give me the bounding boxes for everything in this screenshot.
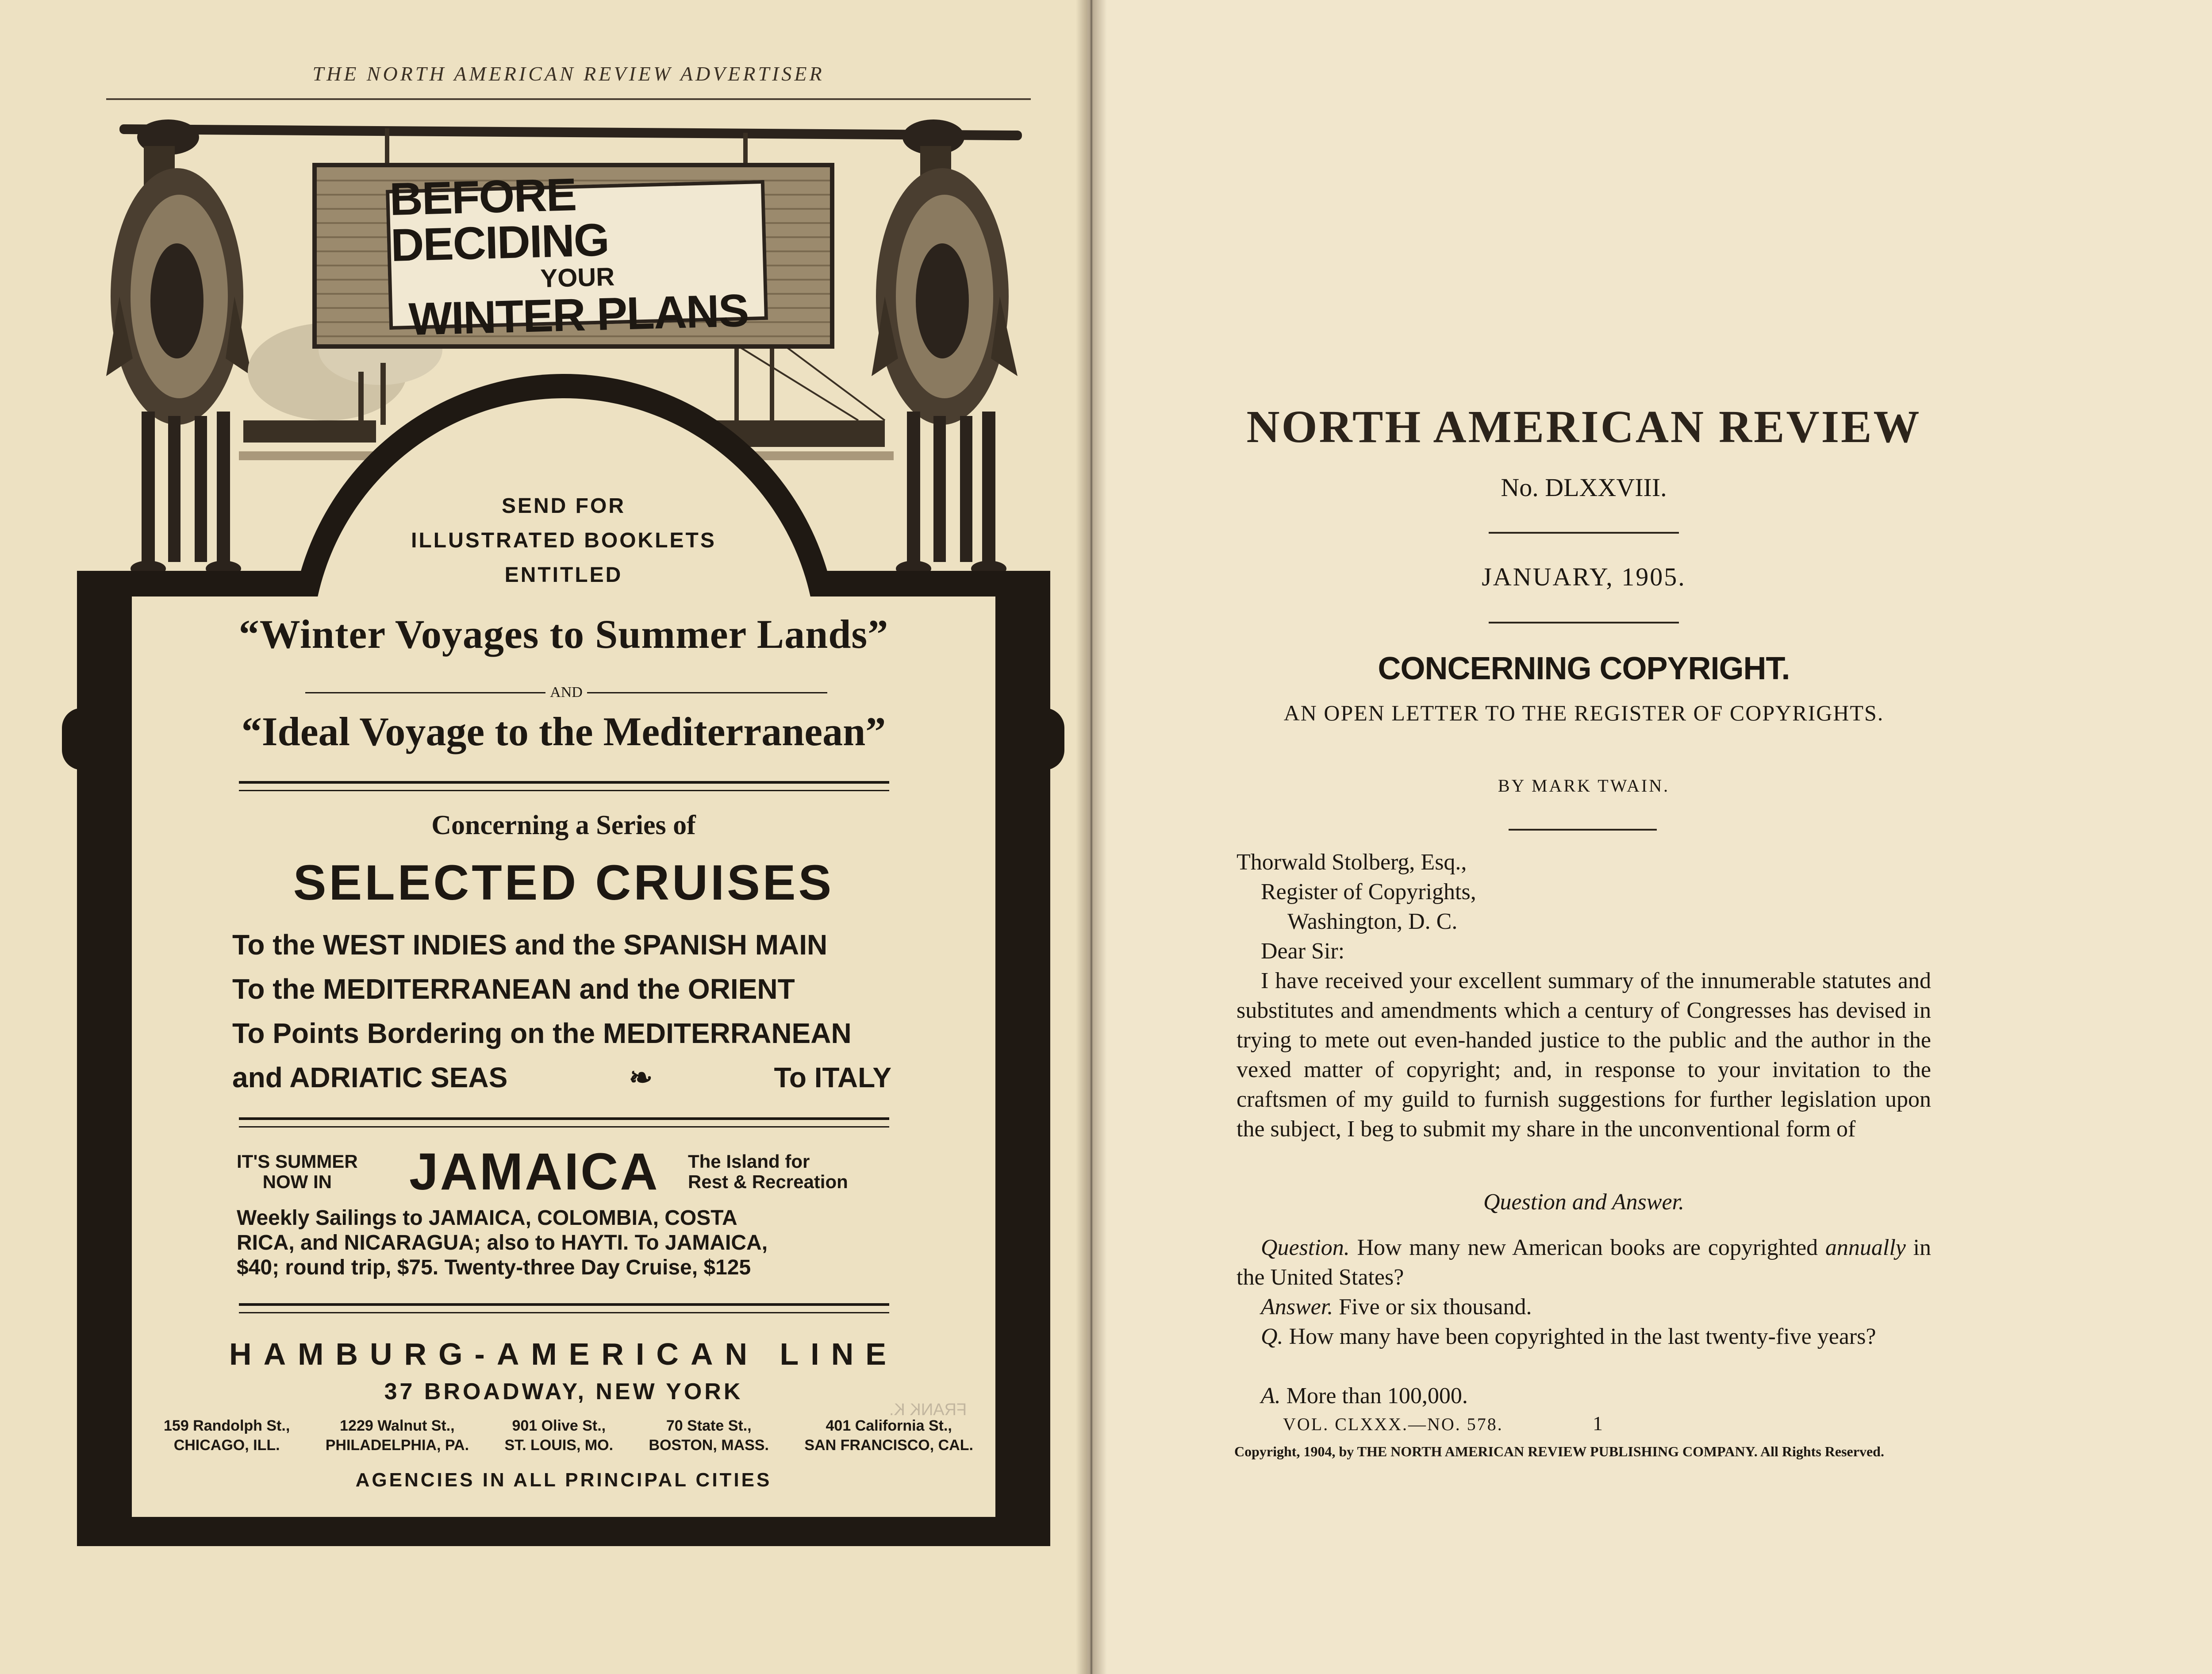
sailings-line: Weekly Sailings to JAMAICA, COLOMBIA, COSTA xyxy=(237,1206,737,1230)
sign-line-1: BEFORE DECIDING xyxy=(389,169,610,272)
recipient-name: Thorwald Stolberg, Esq., xyxy=(1237,850,1467,875)
qa-heading: Question and Answer. xyxy=(1483,1189,1685,1215)
office-street: 70 State St., xyxy=(666,1417,752,1434)
double-rule xyxy=(239,1303,889,1313)
office-entry xyxy=(326,1416,469,1455)
destinations-list xyxy=(232,923,891,1100)
summer-line: IT'S SUMMER xyxy=(237,1151,358,1172)
send-for-line: SEND FOR xyxy=(501,494,626,518)
selected-cruises-heading: SELECTED CRUISES xyxy=(293,855,834,910)
book-gutter xyxy=(1076,0,1107,1674)
letter-salutation xyxy=(1237,847,1931,966)
sign-line-2: YOUR xyxy=(540,262,615,293)
title-rule xyxy=(1489,532,1679,534)
island-line: The Island for xyxy=(688,1151,810,1172)
volume-footer: VOL. CLXXX.—NO. 578. xyxy=(1283,1414,1503,1434)
answer-label: A. xyxy=(1261,1383,1281,1408)
issue-number: No. DLXXVIII. xyxy=(1501,473,1667,502)
office-city: CHICAGO, ILL. xyxy=(173,1437,280,1454)
office-street: 159 Randolph St., xyxy=(164,1417,290,1434)
library-stamp: FRANK K. xyxy=(889,1401,967,1419)
jamaica-heading: JAMAICA xyxy=(409,1143,660,1201)
copyright-notice: Copyright, 1904, by THE NORTH AMERICAN REVIEW PUBLISHING COMPANY. All Rights Reserved. xyxy=(1234,1443,1884,1459)
issue-date: JANUARY, 1905. xyxy=(1482,562,1686,591)
destination-line: To the WEST INDIES and the SPANISH MAIN xyxy=(232,929,828,961)
question-text: How many have been copyrighted in the last twenty-five years? xyxy=(1289,1324,1876,1349)
answer-text: Five or six thousand. xyxy=(1339,1294,1532,1320)
frame-scroll-left xyxy=(62,708,102,770)
island-line: Rest & Recreation xyxy=(688,1171,848,1192)
concerning-line: Concerning a Series of xyxy=(431,810,696,840)
office-street: 401 California St., xyxy=(826,1417,952,1434)
question-emphasis: annually xyxy=(1825,1235,1906,1260)
article-subtitle: AN OPEN LETTER TO THE REGISTER OF COPYRIGHTS. xyxy=(1283,700,1884,725)
send-for-block xyxy=(132,489,995,593)
recipient-city: Washington, D. C. xyxy=(1287,909,1458,934)
divider-line xyxy=(305,692,545,693)
summer-now-in xyxy=(237,1151,358,1192)
question-text-end: in the United States? xyxy=(1237,1235,1932,1290)
booklet-title-2: “Ideal Voyage to the Mediterranean” xyxy=(241,709,886,754)
recipient-title: Register of Copyrights, xyxy=(1261,879,1476,904)
left-page-advertisement xyxy=(0,0,1087,1674)
answer-1 xyxy=(1237,1292,1955,1322)
destination-line: To Points Bordering on the MEDITERRANEAN xyxy=(232,1017,852,1049)
date-rule xyxy=(1489,622,1679,623)
page-number: 1 xyxy=(1593,1412,1603,1435)
destination-italy: To ITALY xyxy=(774,1062,891,1093)
sailings-text xyxy=(237,1206,887,1280)
article-byline: BY MARK TWAIN. xyxy=(1498,776,1670,796)
office-city: SAN FRANCISCO, CAL. xyxy=(804,1437,973,1454)
destination-adriatic: and ADRIATIC SEAS xyxy=(232,1062,508,1093)
article-title: CONCERNING COPYRIGHT. xyxy=(1378,651,1790,686)
office-street: 1229 Walnut St., xyxy=(340,1417,455,1434)
office-entry xyxy=(504,1416,613,1455)
office-entry xyxy=(804,1416,973,1455)
agencies-line: AGENCIES IN ALL PRINCIPAL CITIES xyxy=(355,1469,772,1491)
sign-board xyxy=(386,169,768,345)
running-head: THE NORTH AMERICAN REVIEW ADVERTISER xyxy=(312,62,825,85)
double-rule xyxy=(239,1117,889,1128)
office-entry xyxy=(164,1416,290,1455)
question-2 xyxy=(1237,1322,1931,1351)
byline-rule xyxy=(1509,829,1657,831)
and-divider xyxy=(305,684,827,701)
destination-line-last xyxy=(232,1055,891,1100)
question-1 xyxy=(1237,1233,1931,1292)
office-entry xyxy=(649,1416,769,1455)
sailings-line: $40; round trip, $75. Twenty-three Day Cruise, $125 xyxy=(237,1256,751,1279)
office-city: BOSTON, MASS. xyxy=(649,1437,769,1454)
office-street: 901 Olive St., xyxy=(512,1417,606,1434)
double-rule xyxy=(239,781,889,791)
and-word: AND xyxy=(550,684,583,700)
send-for-line: ILLUSTRATED BOOKLETS xyxy=(411,529,716,552)
ornament-icon: ❧ xyxy=(629,1062,653,1093)
header-rule xyxy=(106,98,1031,100)
question-text: How many new American books are copyrighted xyxy=(1357,1235,1818,1260)
greeting: Dear Sir: xyxy=(1261,939,1345,964)
office-city: PHILADELPHIA, PA. xyxy=(325,1437,469,1454)
sailings-line: RICA, and NICARAGUA; also to HAYTI. To JAMAICA, xyxy=(237,1231,768,1255)
journal-title: NORTH AMERICAN REVIEW xyxy=(1246,401,1921,452)
branch-offices xyxy=(164,1416,973,1455)
divider-line xyxy=(587,692,827,693)
answer-2 xyxy=(1237,1381,1955,1411)
summer-line: NOW IN xyxy=(262,1171,332,1192)
letter-paragraph: I have received your excellent summary of the innumerable statutes and substitutes and amendments which a century of Congresses has devised in trying to mete out even-handed justice to the public and the author in the vexed matter of copyright; and, in response to your invitation to the craftsmen of my guild to furnish suggestions for further legislation upon the subject, I beg to submit my share in the unconventional form of xyxy=(1237,968,1931,1142)
send-for-line: ENTITLED xyxy=(504,563,623,587)
destination-line: To the MEDITERRANEAN and the ORIENT xyxy=(232,973,795,1005)
hanging-sign xyxy=(312,163,834,349)
company-name: HAMBURG-AMERICAN LINE xyxy=(229,1337,898,1371)
island-for-rest xyxy=(688,1151,848,1192)
office-city: ST. LOUIS, MO. xyxy=(504,1437,614,1454)
answer-label: Answer. xyxy=(1261,1294,1333,1320)
frame-scroll-right xyxy=(1025,708,1064,770)
booklet-title-1: “Winter Voyages to Summer Lands” xyxy=(238,612,889,657)
question-label: Question. xyxy=(1261,1235,1350,1260)
right-page-article xyxy=(1087,0,2212,1674)
question-label: Q. xyxy=(1261,1324,1283,1349)
company-address: 37 BROADWAY, NEW YORK xyxy=(384,1379,743,1405)
answer-text: More than 100,000. xyxy=(1286,1383,1468,1408)
sign-line-3: WINTER PLANS xyxy=(408,285,749,345)
